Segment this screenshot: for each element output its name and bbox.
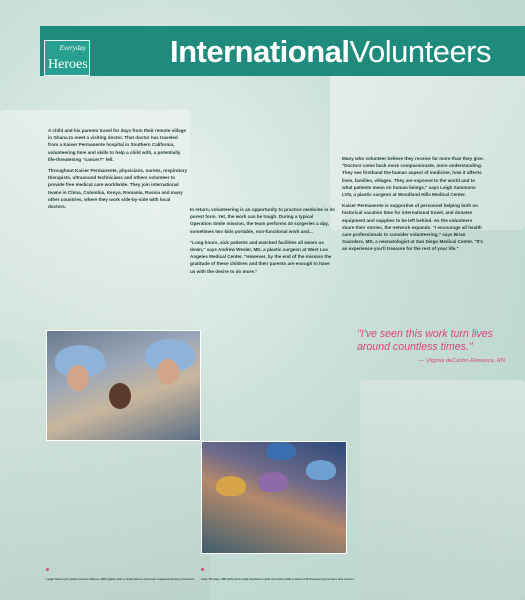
photo-caption: Alan Thomas, MD (left) and Leigh Sammons (left of center) with a team of Romanian physicians and nurses. (201, 577, 355, 581)
title-light: Volunteers (349, 34, 492, 69)
logo-line2: Heroes (48, 57, 88, 72)
paragraph: A child and his parents travel for days from their remote village in Ghana to meet a visiting doctor. That doctor has traveled from a Kaiser Permanente hospital in Southern California, volunteering time and skills to help a child with, a potentially life-threatening "cancer?" fell. (48, 128, 186, 162)
paragraph: Kaiser Permanente is supportive of personnel helping both on historical vacation time for international travel, and donates equipment and supplies to be left behind. As the volunteers share their stories, the network expands. "I encourage all health care professionals to consider volunteering," says Brian Saunders, MD, a neonatologist at San Diego Medical Center. "It's an experience you'll treasure for the rest of your life." (342, 203, 484, 252)
photo-caption: Leigh Sammons (left) and Joe Ramos, MD (right) with a child whose cleft was repaired during a mission. (46, 577, 195, 581)
caption-bullet (201, 568, 204, 571)
background-photo (360, 380, 525, 600)
title-banner (40, 26, 525, 76)
caption-bullet (46, 568, 49, 571)
face (109, 383, 131, 409)
everyday-heroes-logo (44, 40, 90, 76)
photo-surgical-team (201, 441, 347, 554)
paragraph: Throughout Kaiser Permanente, physicians, nurses, respiratory therapists, ultrasound technicians and others volunteer to provide free medical care worldwide. They join international teams in China, Colombia, Kenya, Romania, Russia and many other countries, where they work side-by-side with local doctors. (48, 168, 188, 210)
title-bold: International (170, 34, 350, 69)
paragraph: "Long hours, sick patients and watched facilities all wears us down," says Andrew Wexler, MD, a plastic surgeon at West Los Angeles Medical Center. "However, by the end of the mission the gratitude of these children and their parents are enough to have us with the desire to do more." (190, 239, 332, 274)
quote-attribution: — Virginia deCastro-Reisance, RN (418, 358, 505, 364)
surgical-cap (258, 472, 288, 492)
face (157, 359, 179, 385)
face (67, 365, 89, 391)
text-column-1 (48, 127, 188, 214)
photo-surgeons-with-child (46, 330, 201, 441)
logo-line1: Everyday (59, 44, 86, 52)
text-column-3 (342, 155, 484, 257)
surgical-cap (306, 460, 336, 480)
surgical-cap (266, 442, 296, 460)
page-title (170, 34, 491, 70)
surgical-cap (216, 476, 246, 496)
paragraph: In return, volunteering is an opportunity to practice medicine in its purest form. Yet, the work can be tough. During a typical Operation Smile mission, the team performs 40 surgeries a day, sometimes two kids portable, non-functional work and... (190, 207, 335, 234)
pull-quote: "I've seen this work turn lives around countless times." (357, 328, 493, 353)
text-column-2 (190, 206, 335, 279)
paragraph: Many who volunteer believe they receive far more than they give. "Doctors come back more compassionate, more understanding. They see firsthand the human aspect of medicine, how it affects lives, families, villages. They are exposed to the world and to what patients mean on human beings," says Leigh Sammons LVN, a plastic surgeon at Woodland Hills Medical Center. (342, 156, 484, 198)
